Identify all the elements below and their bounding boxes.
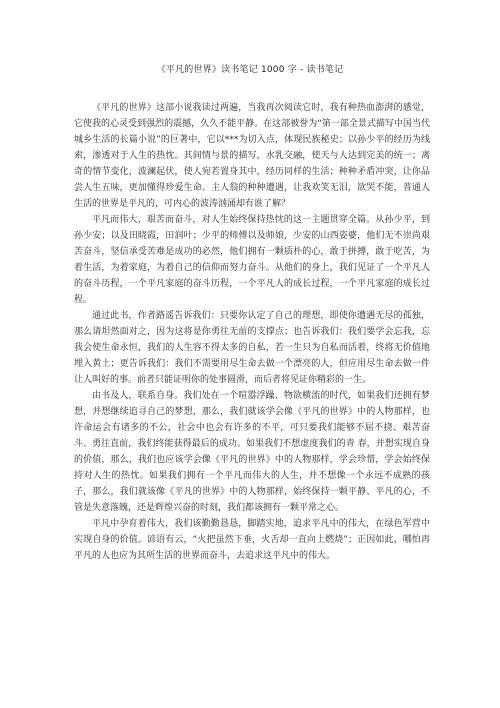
document-body [74,100,430,564]
paragraph: 《平凡的世界》这部小说我读过两遍，当我再次阅读它时，我有种热血澎湃的感觉，它使我的心灵受到强烈的震撼，久久不能平静。在这部被誉为“第一部全景式描写中国当代城乡生活的长篇小说”的巨著中，它以***为切入点，体现民族秘史；以孙少平的经历为线索，渗透对于人生的热忱。其间情与景的描写，水乳交融，使天与人达到完美的统一；离奇的情节变化，波澜起伏，使人宛若置身其中，经历同样的生活；种种矛盾冲突，让你品尝人生五味，更加懂得珍爱生命。主人翁的种种遭遇，让我欢笑无泪，欲哭不能，普通人生活的世界是平凡的，可内心的波涛汹涌却有谁了解？ [74,103,430,209]
paragraph: 平凡中孕育着伟大，我们该勤勤恳恳，脚踏实地，追求平凡中的伟大，在绿色军营中实现自身的价值。谚语有云，“火把虽然下垂，火舌却一直向上燃烧”；正因如此，哪怕再平凡的人也应为其所生活的世界而奋斗，去追求这平凡中的伟大。 [74,519,430,561]
paragraph: 由书及人，联系自身。我们处在一个喧嚣浮躁、物欲横流的时代，如果我们还拥有梦想，并想继续追寻自己的梦想，那么，我们就该学会像《平凡的世界》中的人物那样，也许命运会有诸多的不公，社会中也会有许多的不平，可只要我们能够不屈不挠、艰苦奋斗、勇往直前，我们终能获得最后的成功。如果我们不想虚度我们的青 春，并想实现自身的价值，那么，我们也应该学会像《平凡的世界》中的人物那样，学会珍惜，学会始终保持对人生的热忱。如果我们拥有一个平凡而伟大的人生，并不想像一个永远不成熟的孩子，那么，我们就该像《平凡的世界》中的人物那样，始终保持一颗平静、平凡的心，不管是失意落魄，还是辉煌兴奋的时刻，我们都该拥有一颗平常之心。 [74,391,430,513]
paragraph: 通过此书，作者路遥告诉我们：只要你认定了自己的理想，即使你遭遇无尽的孤独，那么请坦然面对之，因为这将是你勇往无前的支撑点；也告诉我们：我们要学会忘我，忘我会使生命永恒，我们的人生容不得太多的自私，若一生只为自私而活着，终将无价值地埋入黄土；更告诉我们：我们不需要用尽生命去做一个漂亮的人，但应用尽生命去做一件让人叫好的事。前者只能证明你的处事圆滑，而后者将见证你精彩的一生。 [74,311,430,385]
paragraph: 平凡而伟大，艰苦而奋斗，对人生始终保持热忱的这一主题贯穿全篇。从孙少平，到孙少安；以及田晓霞，田润叶；少平的师傅以及师娘，少安的山西姿婆，他们无不崇尚艰苦奋斗，坚信承受苦难是成功的必然，他们拥有一颗质朴的心，敢于拼搏，敢于吃苦，为着生活，为着家庭，为着自己的信仰而努力奋斗。从他们的身上，我们见证了一个平凡人的奋斗历程，一个平凡家庭的奋斗历程，一个平凡人的成长过程，一个平凡家庭的成长过程。 [74,215,430,305]
document-title: 《平凡的世界》读书笔记 1000 字 - 读书笔记 [156,65,344,75]
